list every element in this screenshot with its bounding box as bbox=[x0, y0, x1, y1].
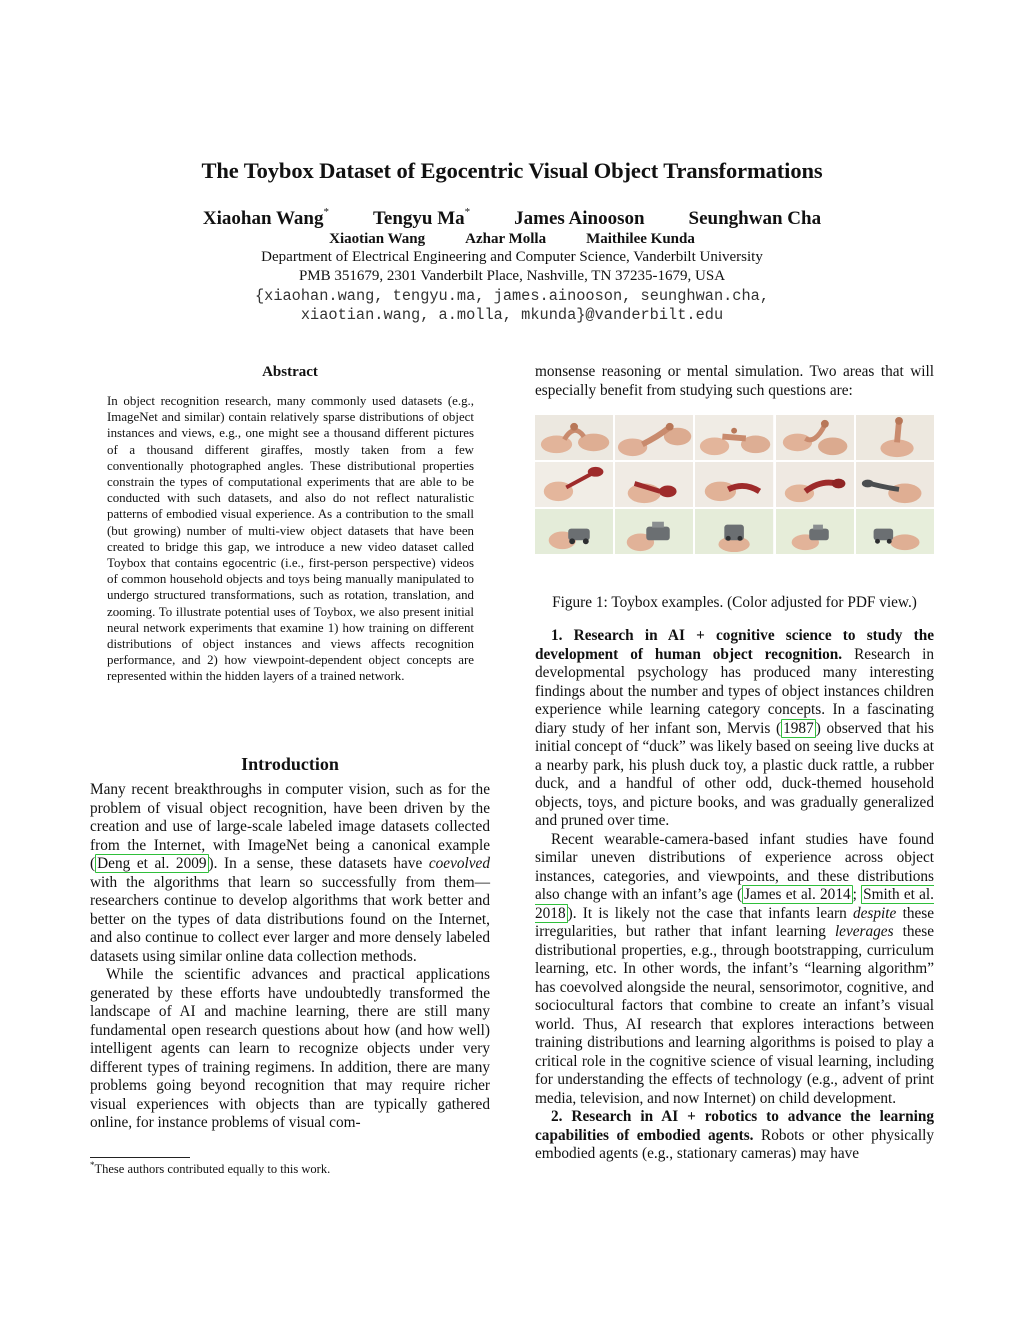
abstract-heading: Abstract bbox=[262, 364, 318, 380]
footnote: *These authors contributed equally to this work. bbox=[90, 1160, 331, 1177]
citation-link[interactable]: James et al. 2014 bbox=[744, 886, 851, 903]
figure-thumbnail bbox=[615, 509, 693, 554]
research-areas-body bbox=[535, 627, 934, 1164]
figure-thumbnail bbox=[695, 509, 773, 554]
citation-link[interactable]: 1987 bbox=[783, 719, 814, 737]
citation-link[interactable]: Smith et al. 2018 bbox=[535, 886, 934, 922]
figure-thumbnail bbox=[776, 462, 854, 507]
figure-thumbnail bbox=[535, 415, 613, 460]
author-name: Tengyu Ma* bbox=[372, 206, 471, 229]
figure-thumbnail bbox=[695, 462, 773, 507]
footnote-divider bbox=[90, 1157, 190, 1158]
continuation-text bbox=[535, 363, 934, 400]
author-name: Maithilee Kunda bbox=[586, 231, 695, 247]
paragraph: 2. Research in AI + robotics to advance the learning capabilities of embodied agents. Robots or other physically embodied agents (e.g., stationary cameras) may have bbox=[535, 1108, 934, 1162]
author-name: Seunghwan Cha bbox=[688, 208, 822, 229]
figure-thumbnail bbox=[535, 509, 613, 554]
author-list-secondary bbox=[0, 231, 1024, 248]
paper-title: The Toybox Dataset of Egocentric Visual Object Transformations bbox=[201, 158, 823, 183]
figure-thumbnail bbox=[856, 415, 934, 460]
citation-link[interactable]: Deng et al. 2009 bbox=[97, 855, 207, 872]
author-name: James Ainooson bbox=[514, 208, 645, 229]
email-list: xiaotian.wang, a.molla, mkunda}@vanderbilt.edu bbox=[300, 306, 724, 324]
figure-toybox-examples bbox=[535, 415, 934, 554]
figure-thumbnail bbox=[535, 462, 613, 507]
paragraph: monsense reasoning or mental simulation. Two areas that will especially benefit from studying such questions are: bbox=[535, 363, 934, 399]
figure-thumbnail bbox=[615, 462, 693, 507]
figure-thumbnail bbox=[856, 509, 934, 554]
paragraph: Recent wearable-camera-based infant studies have found similar uneven distributions of experience across object instances, categories, and viewpoints, and these distributions also change with an infant’s age ( James et al. 2014 ; Smith et al. 2018 ). It is likely not the case that infants learn despite these irregularities, but rather that infant learning leverages these distributional properties, e.g., through bootstrapping, curriculum learning, etc. In other words, the infant’s “learning algorithm” has coevolved alongside the neural, sensorimotor, cognitive, and sociocultural factors that combine to create an infant’s visual world. Thus, AI research that explores interactions between training distributions and learning algorithms is poised to play a critical role in the cognitive science of visual learning, including for understanding the effects of technology (e.g., advent of print media, television, and now Internet) on child development. bbox=[535, 830, 934, 1107]
figure-thumbnail bbox=[776, 415, 854, 460]
introduction-body bbox=[90, 781, 490, 1133]
author-name: Azhar Molla bbox=[465, 231, 547, 247]
abstract-text: In object recognition research, many commonly used datasets (e.g., ImageNet and similar) contain relatively sparse distributions of object instances and views, e.g., one might see a thousand different pictures of a thousand different giraffes, mostly taken from a few conventionally photographed angles. These distributional properties constrain the types of computational experiments that are able to be conducted with such datasets, and also do not reflect naturalistic patterns of embodied visual experience. As a contribution to the small (but growing) number of multi-view object datasets that have been created to bridge this gap, we introduce a new video dataset called Toybox that contains egocentric (i.e., first-person perspective) videos of common household objects and toys being manually manipulated to undergo structured transformations, such as rotation, translation, and zooming. To illustrate potential uses of Toybox, we also present initial neural network experiments that examine 1) how training on different distributions of object instances and views affects recognition performance, and 2) how viewpoint-dependent object concepts are represented within the hidden layers of a trained network. bbox=[107, 394, 474, 684]
figure-thumbnail bbox=[776, 509, 854, 554]
figure-thumbnail bbox=[695, 415, 773, 460]
figure-caption: Figure 1: Toybox examples. (Color adjusted for PDF view.) bbox=[552, 594, 917, 611]
affiliation-department: Department of Electrical Engineering and Computer Science, Vanderbilt University bbox=[261, 249, 763, 265]
abstract-body bbox=[107, 393, 474, 685]
paragraph: While the scientific advances and practical applications generated by these efforts have undoubtedly transformed the landscape of AI and machine learning, there are still many fundamental open research questions about how (and how well) intelligent agents can learn to recognize objects under very different types of training regimens. In addition, there are many problems going beyond recognition that may require richer visual experiences with objects than are typically gathered online, for instance problems of visual com- bbox=[90, 966, 490, 1131]
figure-thumbnail bbox=[615, 415, 693, 460]
section-heading-introduction: Introduction bbox=[241, 754, 339, 774]
email-list: {xiaohan.wang, tengyu.ma, james.ainooson, seunghwan.cha, bbox=[254, 287, 770, 305]
figure-thumbnail bbox=[856, 462, 934, 507]
affiliation-address: PMB 351679, 2301 Vanderbilt Place, Nashville, TN 37235-1679, USA bbox=[298, 268, 726, 284]
paragraph: Many recent breakthroughs in computer vision, such as for the problem of visual object recognition, have been driven by the creation and use of large-scale labeled image datasets collected from the Internet, with ImageNet being a canonical example ( Deng et al. 2009 ). In a sense, these datasets have coevolved with the algorithms that learn so successfully from them—researchers continue to develop algorithms that work better and better on the types of data distributions found on the Internet, and also continue to collect ever larger and more densely labeled datasets using similar online data collection methods. bbox=[90, 781, 490, 965]
author-name: Xiaohan Wang* bbox=[202, 206, 329, 229]
author-list-primary bbox=[0, 208, 1024, 230]
author-name: Xiaotian Wang bbox=[329, 231, 426, 247]
paragraph: 1. Research in AI + cognitive science to study the development of human object recognition. Research in developmental psychology has produced many interesting findings about the number and types of object instances children experience while learning category concepts. In a fascinating diary study of her infant son, Mervis ( 1987 ) observed that his initial concept of “duck” was likely based on seeing live ducks at a nearby park, his plush duck toy, a plastic duck rattle, a rubber duck, and a handful of other odd, duck-themed household objects, toys, and picture books, and was gradually generalized and pruned over time. bbox=[535, 627, 934, 829]
